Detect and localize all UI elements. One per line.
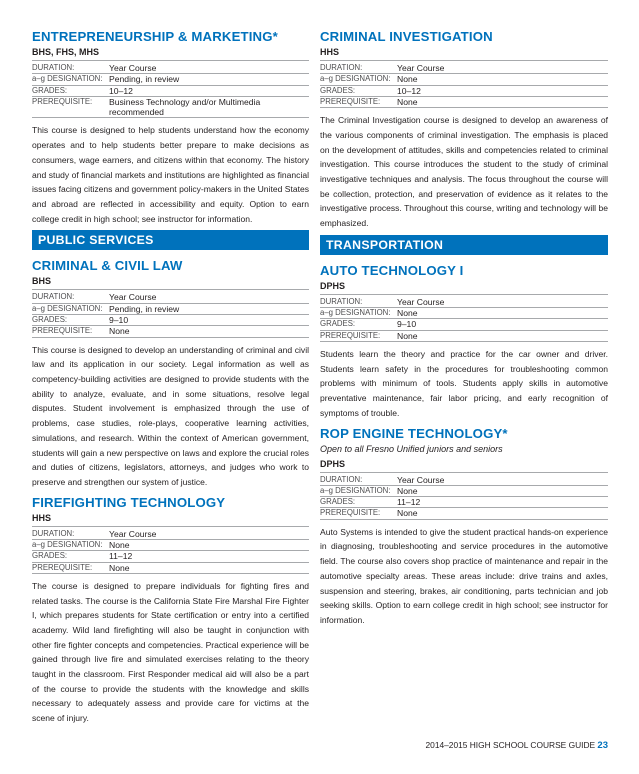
detail-value: None — [397, 330, 608, 341]
course-description: This course is designed to develop an understanding of criminal and civil law and its application in our society. Legal information as well as competency-building activities are designed to provide students with the ability to analyze, evaluate, and in some situations, resolve legal disputes. Student involvement is emphasized through the use of problems, case studies, role-plays, cooperative learning activities, simulations, and research. Within the context of American government, students will gain a new perspective on laws and explore the crucial roles and duties of citizens, legislators, attorneys, and judges who work to preserve and strengthen our system of justice. — [32, 344, 309, 487]
detail-label: GRADES: — [320, 319, 397, 330]
right-column — [320, 28, 608, 632]
page-number: 23 — [597, 740, 608, 751]
course-subtitle: Open to all Fresno Unified juniors and seniors — [320, 443, 503, 454]
detail-row — [320, 497, 608, 508]
page-footer — [426, 740, 608, 751]
detail-row — [320, 475, 608, 486]
detail-row — [320, 297, 608, 308]
course-schools: BHS, FHS, MHS — [32, 47, 309, 61]
detail-row — [32, 85, 309, 96]
detail-label: PREREQUISITE: — [32, 562, 109, 573]
course-description: Students learn the theory and practice for the car owner and driver. Students learn safety in the procedures for troubleshooting common problems with minimum of tools. Students apply skills in automotive preventative maintenance, fair labor pricing, and early recognition of symptoms of trouble. — [320, 349, 608, 418]
course-schools: BHS — [32, 276, 309, 290]
detail-value: None — [109, 539, 309, 550]
detail-row — [32, 63, 309, 74]
course-title: FIREFIGHTING TECHNOLOGY — [32, 494, 226, 510]
detail-label: a–g DESIGNATION: — [32, 539, 109, 550]
detail-value: 9–10 — [109, 315, 309, 326]
detail-value: None — [397, 308, 608, 319]
course-description: The course is designed to prepare individuals for fighting fires and related tasks. The course is the California State Fire Marshal Fire Fighter I, which prepares students for State certification or entry into a certified academy. Wild land firefighting will also be taught in conjunction with other fire fighter concepts and competencies. Practical experience will be gained through live fire and simulated exercises relating to the theory taught in the classroom. First Responder medical aid will also be a part of the course to provide the students with the knowledge and skills necessary to adequately assess and provide care for victims at the scene of injury. — [32, 580, 309, 724]
detail-value: Year Course — [109, 529, 309, 540]
detail-value: None — [397, 96, 608, 107]
detail-value: Year Course — [109, 292, 309, 303]
detail-row — [32, 315, 309, 326]
left-column — [32, 28, 309, 730]
course-schools: DPHS — [320, 281, 608, 295]
detail-row — [32, 529, 309, 540]
detail-label: DURATION: — [320, 63, 397, 74]
detail-label: GRADES: — [320, 85, 397, 96]
detail-label: GRADES: — [32, 551, 109, 562]
detail-label: DURATION: — [32, 292, 109, 303]
detail-label: GRADES: — [320, 497, 397, 508]
course-details — [32, 63, 309, 118]
detail-row — [32, 539, 309, 550]
detail-label: DURATION: — [320, 475, 397, 486]
detail-value: Business Technology and/or Multimedia recommended — [109, 96, 309, 118]
course-schools: DPHS — [320, 459, 608, 473]
detail-label: PREREQUISITE: — [320, 508, 397, 519]
course-details — [32, 529, 309, 574]
course-title: AUTO TECHNOLOGY I — [320, 262, 464, 278]
detail-label: PREREQUISITE: — [320, 96, 397, 107]
detail-row — [32, 303, 309, 314]
detail-row — [32, 551, 309, 562]
detail-value: None — [109, 326, 309, 337]
detail-label: a–g DESIGNATION: — [320, 74, 397, 85]
detail-row — [320, 96, 608, 107]
course-criminal-civil-law — [32, 257, 309, 489]
course-description: Auto Systems is intended to give the student practical hands-on experience in diagnosing, troubleshooting and service procedures in the automotive field. The course also covers shop practice of maintenance and repair in the automotive specialty areas. These areas include: drive trains and axles, suspension and steering, brakes, air conditioning, parts technician and job seeking skills. Option to earn college credit in high school; see instructor for information. — [320, 526, 608, 625]
detail-value: 10–12 — [397, 85, 608, 96]
course-title: ROP ENGINE TECHNOLOGY* — [320, 425, 508, 441]
section-banner-transportation: TRANSPORTATION — [320, 235, 608, 255]
detail-row — [320, 508, 608, 519]
course-details — [320, 475, 608, 520]
detail-value: None — [397, 74, 608, 85]
course-auto-technology — [320, 262, 608, 421]
guide-title: 2014–2015 HIGH SCHOOL COURSE GUIDE — [425, 740, 596, 750]
detail-label: DURATION: — [320, 297, 397, 308]
detail-label: GRADES: — [32, 315, 109, 326]
course-description: This course is designed to help students understand how the economy operates and to help students better prepare to make decisions as consumers, wage earners, and citizens within that economy. The history and study of financial markets and institutions are highlighted as financial issues facing citizens and government policy-makers in the United States and abroad are reflected in accessibility and equity. Option to earn college credit in high school; see instructor for information. — [32, 125, 309, 224]
detail-label: a–g DESIGNATION: — [320, 485, 397, 496]
detail-label: GRADES: — [32, 85, 109, 96]
detail-value: Pending, in review — [109, 74, 309, 85]
course-schools: HHS — [320, 47, 608, 61]
detail-label: a–g DESIGNATION: — [32, 74, 109, 85]
detail-row — [320, 308, 608, 319]
detail-row — [32, 326, 309, 337]
detail-label: PREREQUISITE: — [320, 330, 397, 341]
detail-row — [32, 292, 309, 303]
detail-row — [320, 63, 608, 74]
detail-value: Year Course — [397, 63, 608, 74]
detail-value: 11–12 — [109, 551, 309, 562]
course-title: ENTREPRENEURSHIP & MARKETING* — [32, 29, 278, 44]
course-details — [32, 292, 309, 337]
detail-value: 11–12 — [397, 497, 608, 508]
detail-value: None — [397, 485, 608, 496]
course-schools: HHS — [32, 513, 309, 527]
detail-value: 10–12 — [109, 85, 309, 96]
detail-row — [320, 85, 608, 96]
section-banner-public-services: PUBLIC SERVICES — [32, 230, 309, 250]
course-title: CRIMINAL INVESTIGATION — [320, 29, 493, 44]
detail-label: PREREQUISITE: — [32, 326, 109, 337]
course-title: CRIMINAL & CIVIL LAW — [32, 258, 183, 274]
detail-value: Pending, in review — [109, 303, 309, 314]
detail-value: None — [109, 562, 309, 573]
course-details — [320, 297, 608, 342]
detail-row — [320, 485, 608, 496]
detail-label: a–g DESIGNATION: — [320, 308, 397, 319]
detail-value: None — [397, 508, 608, 519]
detail-label: DURATION: — [32, 63, 109, 74]
detail-value: Year Course — [397, 297, 608, 308]
detail-row — [32, 562, 309, 573]
detail-row — [32, 74, 309, 85]
course-description: The Criminal Investigation course is designed to develop an awareness of the various components of criminal investigation. The emphasis is placed on the development of attitudes, skills and competencies related to criminal investigation. This course introduces the student to the study of criminal investigative techniques and analysis. The focus throughout the course will be collection, protection, and preservation of evidence as it relates to the investigative process. Throughout this course, writing and technology will be emphasized. — [320, 115, 608, 229]
detail-value: Year Course — [109, 63, 309, 74]
course-details — [320, 63, 608, 108]
course-criminal-investigation — [320, 28, 608, 231]
detail-label: DURATION: — [32, 529, 109, 540]
course-rop-engine-technology — [320, 425, 608, 628]
detail-row — [320, 74, 608, 85]
detail-value: Year Course — [397, 475, 608, 486]
course-entrepreneurship-marketing — [32, 28, 309, 226]
detail-row — [320, 330, 608, 341]
detail-row — [32, 96, 309, 118]
detail-label: PREREQUISITE: — [32, 96, 109, 118]
detail-value: 9–10 — [397, 319, 608, 330]
detail-row — [320, 319, 608, 330]
course-firefighting-technology — [32, 494, 309, 726]
detail-label: a–g DESIGNATION: — [32, 303, 109, 314]
